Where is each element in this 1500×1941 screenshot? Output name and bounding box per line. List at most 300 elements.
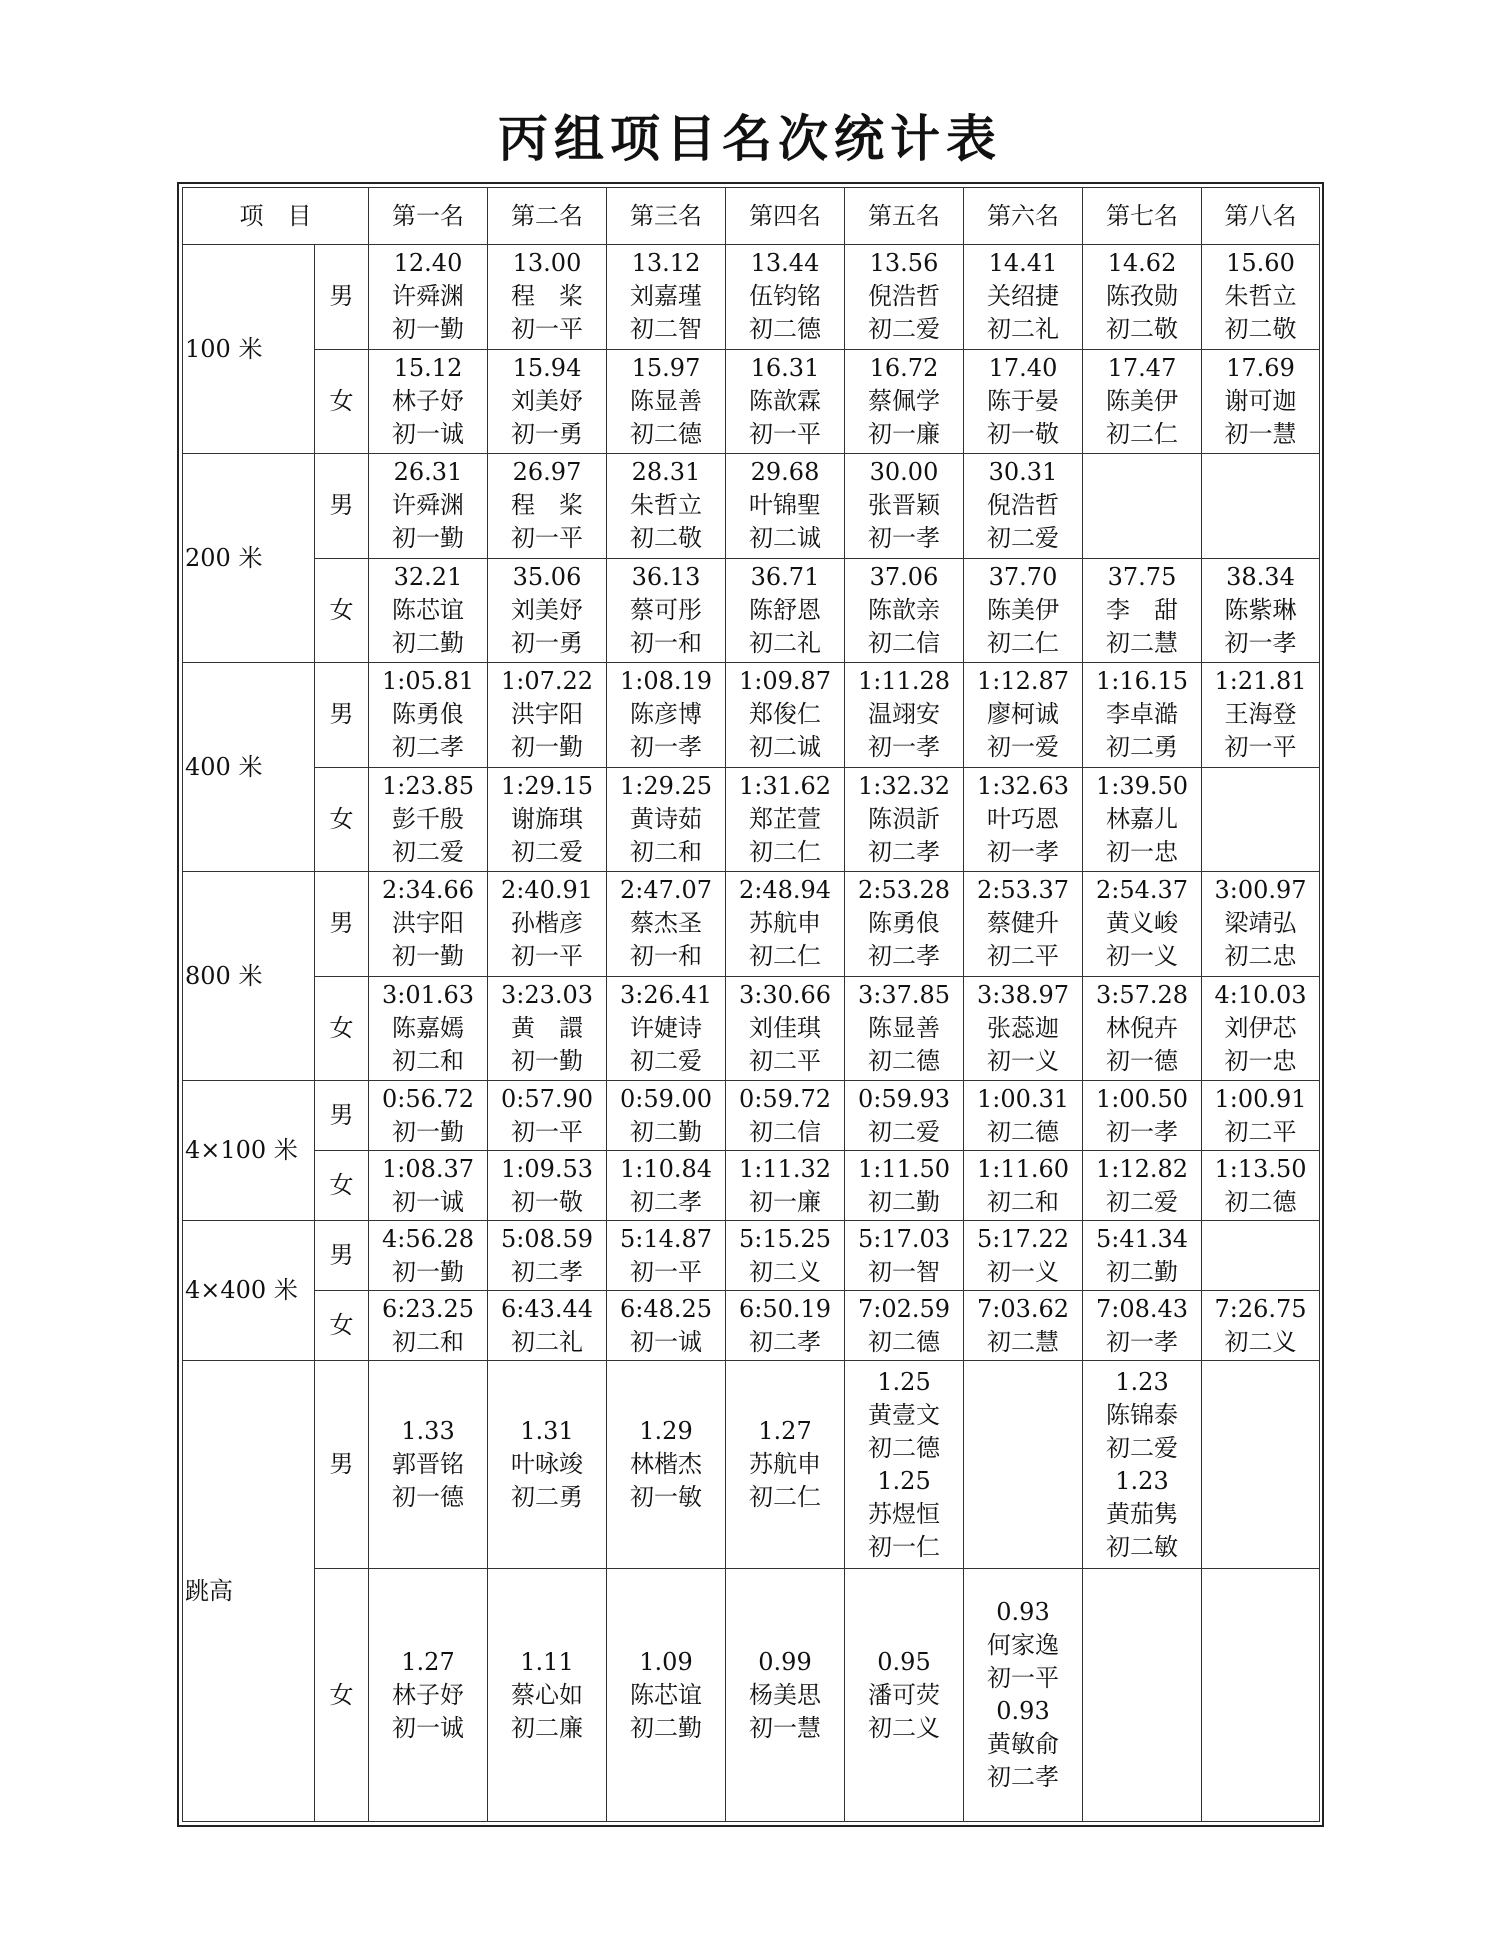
result-line: 13.12 (631, 249, 701, 278)
result-cell (964, 1291, 1083, 1361)
result-line: 初二德 (749, 315, 821, 344)
result-line: 12.40 (393, 249, 463, 278)
result-cell (964, 976, 1083, 1081)
result-line: 初一孝 (987, 837, 1059, 866)
result-line: 黄义峻 (1106, 909, 1178, 938)
result-line: 陈美伊 (1106, 386, 1178, 415)
result-line: 初一敬 (511, 1187, 583, 1216)
result-line: 5:17.03 (857, 1224, 951, 1253)
header-place: 第四名 (726, 188, 845, 245)
result-cell (964, 663, 1083, 768)
result-line: 初二德 (630, 419, 702, 448)
result-line: 16.72 (869, 353, 939, 382)
result-line: 陈舒恩 (749, 595, 821, 624)
result-line: 初二仁 (749, 1483, 821, 1512)
result-line: 2:47.07 (619, 876, 713, 905)
result-cell (726, 1221, 845, 1291)
result-line: 1:11.60 (976, 1154, 1070, 1183)
result-line: 陈芯谊 (392, 595, 464, 624)
result-cell (845, 454, 964, 559)
result-line: 初一忠 (1106, 837, 1178, 866)
result-line: 17.47 (1107, 353, 1177, 382)
result-line: 30.31 (988, 458, 1058, 487)
result-line: 初二仁 (749, 837, 821, 866)
result-line: 苏航申 (749, 909, 821, 938)
result-line: 0:59.00 (619, 1084, 713, 1113)
result-line: 初一平 (630, 1257, 702, 1286)
result-cell (369, 1221, 488, 1291)
gender-label: 男 (315, 663, 369, 768)
table-row (183, 1291, 1320, 1361)
gender-label: 男 (315, 1221, 369, 1291)
result-cell (1083, 1291, 1202, 1361)
result-line: 倪浩哲 (868, 282, 940, 311)
result-cell (488, 872, 607, 977)
result-line: 初一平 (749, 419, 821, 448)
result-line: 6:48.25 (619, 1294, 713, 1323)
result-line: 初二孝 (749, 1327, 821, 1356)
gender-label: 男 (315, 1361, 369, 1569)
result-line: 4:10.03 (1214, 980, 1307, 1009)
result-line: 初二和 (630, 837, 702, 866)
result-cell (369, 976, 488, 1081)
result-line: 初二慧 (1106, 628, 1178, 657)
result-cell (607, 349, 726, 454)
result-cell (369, 872, 488, 977)
result-cell (964, 767, 1083, 872)
result-cell (607, 1569, 726, 1822)
result-cell (488, 663, 607, 768)
result-line: 初二敬 (630, 524, 702, 553)
result-line: 蔡可彤 (630, 595, 702, 624)
result-line: 初二勇 (511, 1483, 583, 1512)
result-line: 30.00 (869, 458, 939, 487)
result-line: 初二仁 (749, 942, 821, 971)
result-line: 初二孝 (630, 1187, 702, 1216)
result-line: 5:15.25 (738, 1224, 832, 1253)
result-line: 叶咏竣 (511, 1450, 583, 1479)
result-line: 温翊安 (868, 700, 940, 729)
result-cell (845, 767, 964, 872)
result-line: 2:34.66 (381, 876, 475, 905)
result-cell (726, 872, 845, 977)
event-name: 4×100 米 (183, 1081, 315, 1221)
result-line: 初二义 (868, 1713, 940, 1742)
result-line: 初一平 (1224, 733, 1297, 762)
result-line: 0.93 (996, 1598, 1050, 1626)
result-line: 1:11.28 (857, 667, 951, 696)
result-line: 初一孝 (1224, 628, 1297, 657)
result-cell (964, 558, 1083, 663)
result-line: 1:16.15 (1095, 667, 1189, 696)
result-line: 彭千殷 (392, 804, 464, 833)
result-cell (845, 1361, 964, 1569)
result-line: 6:23.25 (381, 1294, 475, 1323)
gender-label: 男 (315, 1081, 369, 1151)
event-name: 跳高 (183, 1361, 315, 1822)
result-line: 张蕊迦 (987, 1013, 1059, 1042)
result-line: 黄 譞 (511, 1013, 583, 1042)
result-line: 初一诚 (392, 1187, 464, 1216)
result-line: 0:59.72 (738, 1084, 832, 1113)
result-line: 初二礼 (987, 315, 1059, 344)
table-row (183, 1081, 1320, 1151)
result-line: 初一和 (630, 628, 702, 657)
header-place: 第五名 (845, 188, 964, 245)
table-body (183, 245, 1320, 1822)
result-line: 2:48.94 (738, 876, 832, 905)
result-cell (1083, 349, 1202, 454)
result-line: 初一德 (1106, 1046, 1178, 1075)
result-line: 初一勇 (511, 628, 583, 657)
result-cell (1202, 1221, 1320, 1291)
result-cell (726, 976, 845, 1081)
result-line: 潘可荧 (868, 1680, 940, 1709)
result-cell (964, 454, 1083, 559)
result-line: 1:29.15 (500, 771, 594, 800)
result-line: 5:14.87 (619, 1224, 713, 1253)
result-line: 陈孜勋 (1106, 282, 1178, 311)
result-line: 1:00.91 (1214, 1084, 1307, 1113)
result-line: 黄诗茹 (630, 804, 702, 833)
result-cell (964, 1221, 1083, 1291)
result-line: 初二孝 (392, 733, 464, 762)
result-line: 初一慧 (749, 1713, 821, 1742)
result-cell (488, 245, 607, 350)
result-cell (1083, 454, 1202, 559)
result-line: 15.60 (1226, 249, 1295, 278)
result-cell (607, 454, 726, 559)
event-name: 200 米 (183, 454, 315, 663)
result-cell (607, 872, 726, 977)
result-line: 13.56 (869, 249, 939, 278)
result-cell (1202, 872, 1320, 977)
result-line: 陈歆霖 (749, 386, 821, 415)
table-row (183, 349, 1320, 454)
result-cell (726, 767, 845, 872)
result-line: 初二勤 (868, 1187, 940, 1216)
result-line: 初一勇 (511, 419, 583, 448)
result-line: 朱哲立 (630, 491, 702, 520)
gender-label: 男 (315, 245, 369, 350)
result-cell (845, 976, 964, 1081)
result-line: 初二勤 (630, 1713, 702, 1742)
result-line: 初二敬 (1106, 315, 1178, 344)
result-line: 倪浩哲 (987, 491, 1059, 520)
result-cell (488, 1081, 607, 1151)
table-row (183, 663, 1320, 768)
result-line: 郑俊仁 (749, 700, 821, 729)
result-line: 初一廉 (868, 419, 940, 448)
result-cell (964, 1081, 1083, 1151)
result-line: 2:53.37 (976, 876, 1070, 905)
result-cell (1202, 1081, 1320, 1151)
result-line: 1:07.22 (500, 667, 594, 696)
result-line: 1:12.87 (976, 667, 1070, 696)
result-line: 1:32.63 (976, 771, 1070, 800)
result-cell (726, 454, 845, 559)
result-line: 1.31 (520, 1417, 574, 1446)
result-line: 5:41.34 (1095, 1224, 1189, 1253)
result-line: 谢旆琪 (511, 804, 583, 833)
header-place: 第六名 (964, 188, 1083, 245)
result-line: 3:01.63 (381, 980, 475, 1009)
result-line: 初二爱 (1106, 1187, 1178, 1216)
result-line: 初二礼 (749, 628, 821, 657)
gender-label: 男 (315, 872, 369, 977)
result-line: 2:40.91 (500, 876, 594, 905)
result-cell (369, 767, 488, 872)
result-line: 杨美思 (749, 1680, 821, 1709)
result-line: 初二勇 (1106, 733, 1178, 762)
header-place: 第二名 (488, 188, 607, 245)
result-line: 初二和 (392, 1046, 464, 1075)
result-line: 初二平 (749, 1046, 821, 1075)
ranking-table (182, 187, 1320, 1822)
result-line: 4:56.28 (381, 1224, 475, 1253)
result-cell (726, 1569, 845, 1822)
result-cell (845, 663, 964, 768)
header-place: 第七名 (1083, 188, 1202, 245)
result-line: 1.23 (1115, 1367, 1169, 1396)
result-line: 17.69 (1226, 353, 1295, 382)
result-cell (845, 1569, 964, 1822)
result-cell (607, 245, 726, 350)
result-cell (845, 1291, 964, 1361)
result-line: 初二诚 (749, 733, 821, 762)
result-cell (726, 663, 845, 768)
result-line: 初二爱 (868, 1117, 940, 1146)
event-name: 800 米 (183, 872, 315, 1081)
header-row (183, 188, 1320, 245)
result-line: 7:02.59 (857, 1294, 951, 1323)
table-row (183, 1151, 1320, 1221)
result-line: 林楷杰 (630, 1450, 702, 1479)
result-line: 初二礼 (511, 1327, 583, 1356)
result-line: 叶巧恩 (987, 804, 1059, 833)
result-line: 初二义 (1224, 1327, 1297, 1356)
gender-label: 女 (315, 976, 369, 1081)
result-line: 初一孝 (868, 733, 940, 762)
result-line: 黄敏俞 (987, 1730, 1059, 1758)
result-cell (488, 767, 607, 872)
result-line: 孙楷彦 (511, 909, 583, 938)
result-line: 刘佳琪 (749, 1013, 821, 1042)
result-cell (607, 663, 726, 768)
result-line: 初一孝 (1106, 1327, 1178, 1356)
result-line: 26.31 (393, 458, 463, 487)
result-line: 38.34 (1226, 562, 1295, 591)
result-line: 初一勤 (392, 942, 464, 971)
result-line: 许舜渊 (392, 491, 464, 520)
result-line: 初一义 (987, 1046, 1059, 1075)
result-cell (726, 245, 845, 350)
result-line: 初二平 (987, 942, 1059, 971)
result-cell (488, 454, 607, 559)
result-cell (1083, 1221, 1202, 1291)
result-line: 1:08.37 (381, 1154, 475, 1183)
table-row (183, 767, 1320, 872)
result-cell (607, 1151, 726, 1221)
result-line: 陈彦博 (630, 700, 702, 729)
header-place: 第三名 (607, 188, 726, 245)
result-line: 林倪卉 (1106, 1013, 1178, 1042)
gender-label: 女 (315, 1151, 369, 1221)
result-line: 程 桨 (511, 491, 583, 520)
result-line: 0.95 (877, 1647, 931, 1676)
gender-label: 女 (315, 767, 369, 872)
result-line: 初一敏 (630, 1483, 702, 1512)
result-line: 何家逸 (987, 1631, 1059, 1659)
result-cell (964, 349, 1083, 454)
result-line: 初二爱 (392, 837, 464, 866)
event-name: 4×400 米 (183, 1221, 315, 1361)
result-line: 郑芷萱 (749, 804, 821, 833)
result-cell (369, 558, 488, 663)
event-name: 100 米 (183, 245, 315, 454)
result-line: 初一慧 (1224, 419, 1297, 448)
result-line: 郭晋铭 (392, 1450, 464, 1479)
result-line: 初二爱 (630, 1046, 702, 1075)
result-line: 苏航申 (749, 1450, 821, 1479)
result-line: 17.40 (988, 353, 1058, 382)
result-cell (607, 1081, 726, 1151)
result-cell (1202, 1151, 1320, 1221)
gender-label: 女 (315, 1291, 369, 1361)
result-cell (607, 558, 726, 663)
result-line: 2:53.28 (857, 876, 951, 905)
result-cell (607, 767, 726, 872)
result-line: 初一义 (1106, 942, 1178, 971)
result-line: 32.21 (393, 562, 463, 591)
result-cell (845, 872, 964, 977)
result-line: 初一诚 (392, 1713, 464, 1742)
result-line: 1.11 (520, 1647, 574, 1676)
result-cell (1202, 1291, 1320, 1361)
result-line: 林嘉儿 (1106, 804, 1178, 833)
result-line: 35.06 (512, 562, 582, 591)
result-cell (726, 1151, 845, 1221)
table-row (183, 1221, 1320, 1291)
result-cell (488, 976, 607, 1081)
result-line: 初二爱 (1106, 1433, 1178, 1462)
result-line: 陈勇俍 (392, 700, 464, 729)
result-line: 黄壹文 (868, 1400, 940, 1429)
result-line: 陈于晏 (987, 386, 1059, 415)
result-line: 1:31.62 (738, 771, 832, 800)
result-line: 29.68 (750, 458, 820, 487)
result-line: 李卓澔 (1106, 700, 1178, 729)
table-row (183, 1361, 1320, 1569)
gender-label: 女 (315, 349, 369, 454)
result-line: 许舜渊 (392, 282, 464, 311)
result-line: 1:39.50 (1095, 771, 1189, 800)
result-line: 1:13.50 (1214, 1154, 1307, 1183)
result-line: 15.94 (512, 353, 582, 382)
result-line: 林子妤 (392, 1680, 464, 1709)
result-line: 初一诚 (630, 1327, 702, 1356)
result-cell (369, 454, 488, 559)
result-cell (488, 558, 607, 663)
result-cell (726, 558, 845, 663)
gender-label: 男 (315, 454, 369, 559)
result-cell (488, 1221, 607, 1291)
result-line: 初二勤 (392, 628, 464, 657)
result-line: 苏煜恒 (868, 1499, 940, 1528)
result-line: 初二义 (749, 1257, 821, 1286)
result-line: 1:23.85 (381, 771, 475, 800)
result-line: 1.27 (758, 1417, 812, 1446)
result-line: 1.27 (401, 1647, 455, 1676)
result-line: 陈美伊 (987, 595, 1059, 624)
result-line: 37.06 (869, 562, 939, 591)
result-cell (1202, 245, 1320, 350)
result-line: 蔡佩学 (868, 386, 940, 415)
result-line: 刘美妤 (511, 595, 583, 624)
result-line: 1:09.53 (500, 1154, 594, 1183)
result-cell (488, 1291, 607, 1361)
result-cell (1202, 349, 1320, 454)
result-line: 初一爱 (987, 733, 1059, 762)
result-line: 程 桨 (511, 282, 583, 311)
result-line: 蔡健升 (987, 909, 1059, 938)
result-line: 林子妤 (392, 386, 464, 415)
result-line: 初二孝 (868, 942, 940, 971)
result-cell (607, 1361, 726, 1569)
result-line: 7:03.62 (976, 1294, 1070, 1323)
header-event: 项 目 (183, 188, 369, 245)
header-place: 第一名 (369, 188, 488, 245)
result-line: 初二信 (868, 628, 940, 657)
result-line: 刘美妤 (511, 386, 583, 415)
result-line: 初二平 (1224, 1117, 1297, 1146)
result-line: 许婕诗 (630, 1013, 702, 1042)
result-line: 1:11.50 (857, 1154, 951, 1183)
result-line: 谢可迦 (1224, 386, 1297, 415)
result-cell (369, 663, 488, 768)
result-line: 初一勤 (392, 524, 464, 553)
result-line: 1:32.32 (857, 771, 951, 800)
result-line: 陈锦泰 (1106, 1400, 1178, 1429)
result-cell (369, 1151, 488, 1221)
header-place: 第八名 (1202, 188, 1320, 245)
result-line: 1:08.19 (619, 667, 713, 696)
result-cell (488, 1361, 607, 1569)
result-line: 1:10.84 (619, 1154, 713, 1183)
result-cell (845, 1151, 964, 1221)
result-line: 28.31 (631, 458, 701, 487)
result-line: 初一忠 (1224, 1046, 1297, 1075)
result-cell (1083, 976, 1202, 1081)
result-line: 初二仁 (987, 628, 1059, 657)
result-line: 叶锦聖 (749, 491, 821, 520)
result-line: 蔡杰圣 (630, 909, 702, 938)
result-line: 初一平 (511, 1117, 583, 1146)
result-line: 26.97 (512, 458, 582, 487)
result-line: 3:26.41 (619, 980, 713, 1009)
result-line: 初二敬 (1224, 315, 1297, 344)
result-line: 洪宇阳 (511, 700, 583, 729)
result-cell (845, 1081, 964, 1151)
result-cell (369, 1361, 488, 1569)
result-line: 初二爱 (987, 524, 1059, 553)
result-line: 陈勇俍 (868, 909, 940, 938)
result-line: 1:11.32 (738, 1154, 832, 1183)
result-line: 关绍捷 (987, 282, 1059, 311)
result-cell (1202, 1361, 1320, 1569)
result-line: 3:00.97 (1214, 876, 1307, 905)
result-line: 初二敏 (1106, 1532, 1178, 1561)
